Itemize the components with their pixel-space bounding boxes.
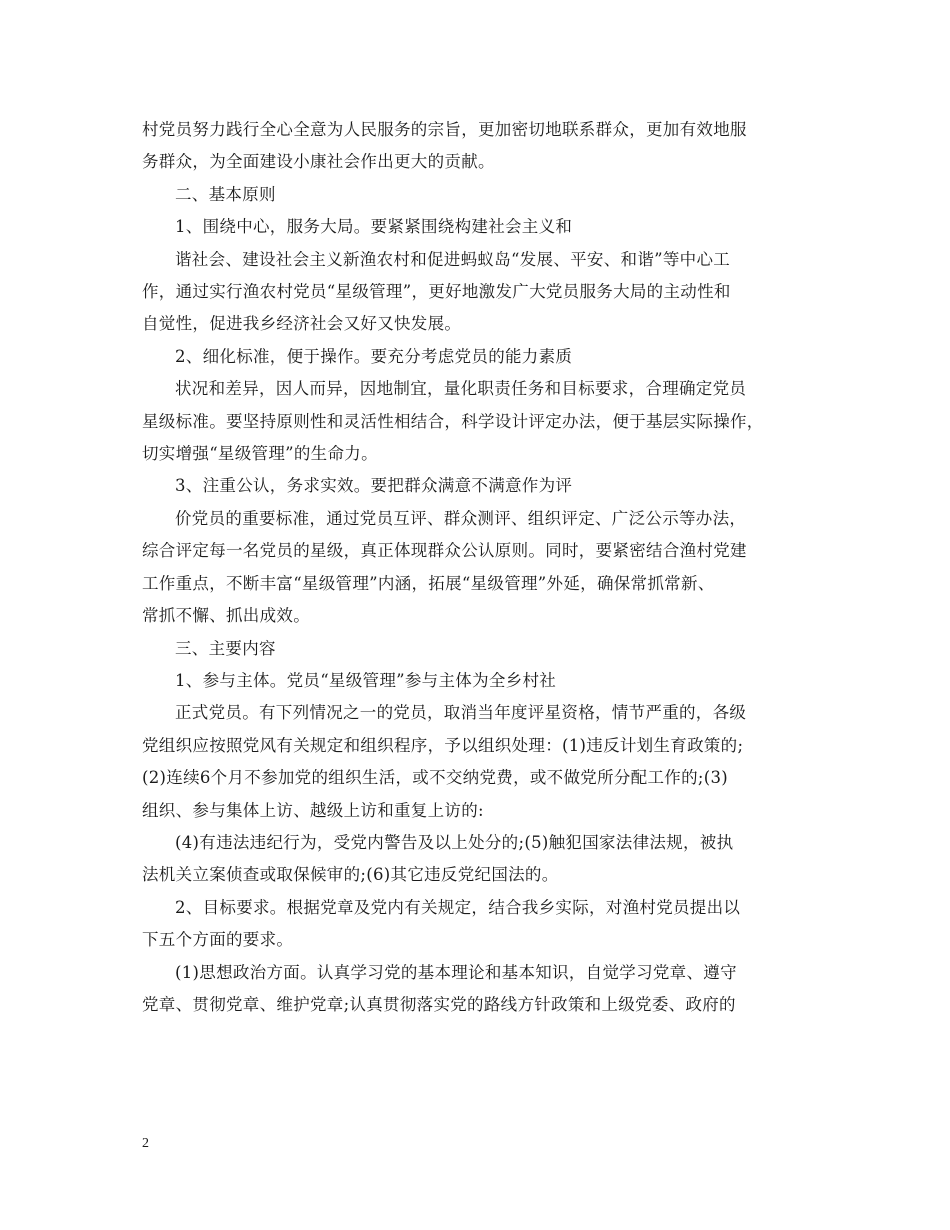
text-line: (2)连续6个月不参加党的组织生活，或不交纳党费，或不做党所分配工作的;(3)	[142, 768, 729, 788]
text-line: 下五个方面的要求。	[142, 930, 294, 950]
text-line: 组织、参与集体上访、越级上访和重复上访的:	[142, 800, 484, 820]
text-line: 正式党员。有下列情况之一的党员，取消当年度评星资格，情节严重的，各级	[175, 703, 747, 723]
text-line: 工作重点，不断丰富“星级管理”内涵，拓展“星级管理”外延，确保常抓常新、	[142, 573, 715, 593]
text-line: 三、主要内容	[175, 638, 276, 658]
page-number: 2	[142, 1136, 149, 1151]
text-line: 法机关立案侦查或取保候审的;(6)其它违反党纪国法的。	[142, 865, 559, 885]
document-body	[142, 114, 822, 1021]
text-line: 常抓不懈、抓出成效。	[142, 606, 310, 626]
text-line: 作，通过实行渔农村党员“星级管理”，更好地激发广大党员服务大局的主动性和	[142, 282, 731, 302]
text-line: 务群众，为全面建设小康社会作出更大的贡献。	[142, 152, 495, 172]
text-line: 自觉性，促进我乡经济社会又好又快发展。	[142, 314, 462, 334]
text-line: 谐社会、建设社会主义新渔农村和促进蚂蚁岛“发展、平安、和谐”等中心工	[175, 249, 731, 269]
text-line: 3、注重公认，务求实效。要把群众满意不满意作为评	[175, 476, 573, 496]
text-line: 2、目标要求。根据党章及党内有关规定，结合我乡实际，对渔村党员提出以	[175, 897, 741, 917]
text-line: 1、围绕中心，服务大局。要紧紧围绕构建社会主义和	[175, 217, 573, 237]
text-line: 党章、贯彻党章、维护党章;认真贯彻落实党的路线方针政策和上级党委、政府的	[142, 994, 736, 1014]
text-line: 1、参与主体。党员“星级管理”参与主体为全乡村社	[175, 670, 557, 690]
text-line: 切实增强“星级管理”的生命力。	[142, 444, 378, 464]
text-line: 综合评定每一名党员的星级，真正体现群众公认原则。同时，要紧密结合渔村党建	[142, 541, 747, 561]
text-line: 星级标准。要坚持原则性和灵活性相结合，科学设计评定办法，便于基层实际操作，	[142, 411, 764, 431]
text-line: (4)有违法违纪行为，受党内警告及以上处分的;(5)触犯国家法律法规，被执	[175, 832, 734, 852]
text-line: 2、细化标准，便于操作。要充分考虑党员的能力素质	[175, 346, 573, 366]
text-line: 价党员的重要标准，通过党员互评、群众测评、组织评定、广泛公示等办法，	[175, 508, 747, 528]
text-line: 村党员努力践行全心全意为人民服务的宗旨，更加密切地联系群众，更加有效地服	[142, 120, 747, 139]
text-line: 党组织应按照党风有关规定和组织程序，予以组织处理：(1)违反计划生育政策的;	[142, 735, 744, 755]
text-line: 二、基本原则	[175, 184, 276, 204]
text-line: (1)思想政治方面。认真学习党的基本理论和基本知识，自觉学习党章、遵守	[175, 962, 737, 982]
text-line: 状况和差异，因人而异，因地制宜，量化职责任务和目标要求，合理确定党员	[175, 379, 747, 399]
